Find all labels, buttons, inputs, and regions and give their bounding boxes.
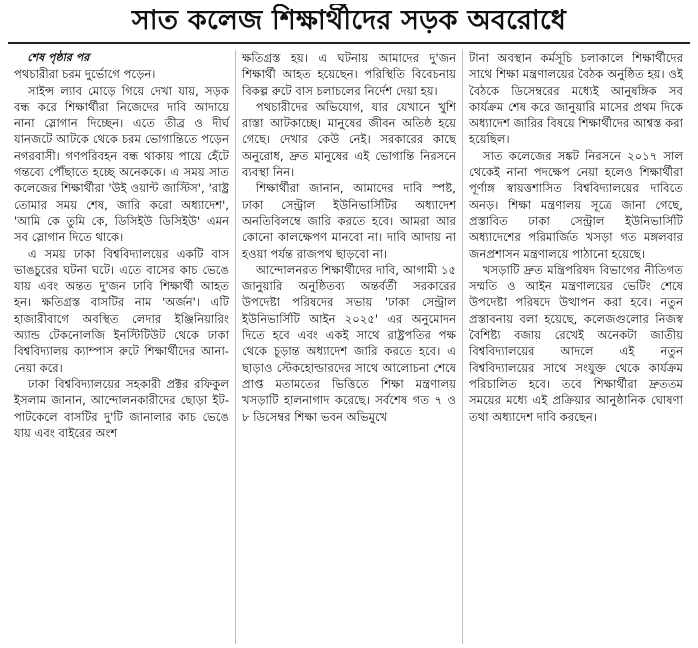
- column-1: [8, 50, 235, 644]
- paragraph: ঢাকা বিশ্ববিদ্যালয়ের সহকারী প্রক্টর রফিকুল ইসলাম জানান, আন্দোলনকারীদের ছোড়া ইট-পাটকেলে বাসটির দু'টি জানালার কাচ ভেঙে যায় এবং বাইরের অংশ: [14, 376, 229, 440]
- article-columns: [8, 50, 690, 644]
- column-2: [235, 50, 462, 644]
- paragraph: পথচারীদের অভিযোগ, যার যেখানে খুশি রাস্তা আটকাচ্ছে। মানুষের জীবন অতিষ্ঠ হয়ে গেছে। দেখার কেউ নেই। সরকারের কাছে অনুরোধ, দ্রুত মানুষের এই ভোগান্তি নিরসনে ব্যবস্থা নিন।: [242, 99, 456, 180]
- paragraph: পথচারীরা চরম দুর্ভোগে পড়েন।: [14, 67, 156, 82]
- paragraph: টানা অবস্থান কর্মসূচি চলাকালে শিক্ষার্থীদের সাথে শিক্ষা মন্ত্রণালয়ের বৈঠক অনুষ্ঠিত হয়। ওই বৈঠকে ডিসেম্বরের মধ্যেই আনুষঙ্গিক সব কার্যক্রম শেষ করে জানুয়ারি মাসের প্রথম দিকে অধ্যাদেশ জারির বিষয়ে শিক্ষার্থীদের আশ্বস্ত করা হয়েছিল।: [469, 51, 683, 147]
- paragraph: শিক্ষার্থীরা জানান, আমাদের দাবি স্পষ্ট, ঢাকা সেন্ট্রাল ইউনিভার্সিটির অধ্যাদেশ অনতিবিলম্বে জারি করতে হবে। আমরা আর কোনো কালক্ষেপণ মানবো না। দাবি আদায় না হওয়া পর্যন্ত রাজপথ ছাড়বো না।: [242, 181, 456, 261]
- paragraph: সাইন্স ল্যাব মোড়ে গিয়ে দেখা যায়, সড়ক বন্ধ করে শিক্ষার্থীরা নিজেদের দাবি আদায়ে নানা স্লোগান দিচ্ছেন। এতে তীব্র ও দীর্ঘ যানজটে আটকে থেকে চরম ভোগান্তিতে পড়েন নগরবাসী। গণপরিবহন বন্ধ থাকায় পায়ে হেঁটে গন্তব্যে পৌঁছাতে হচ্ছে অনেককে। এ সময় সাত কলেজের শিক্ষার্থীরা 'উই ওয়ান্ট জাস্টিস', 'রাষ্ট্র তোমার সময় শেষ, জারি করো অধ্যাদেশ', 'আমি কে তুমি কে, ডিসিইউ ডিসিইউ' এমন সব স্লোগান দিতে থাকে।: [14, 83, 229, 245]
- continued-from-label: শেষ পৃষ্ঠার পর: [27, 51, 90, 64]
- paragraph: এ সময় ঢাকা বিশ্ববিদ্যালয়ের একটি বাস ভাঙচুরের ঘটনা ঘটে। এতে বাসের কাচ ভেঙে যায় এবং অন্তত দু'জন ঢাবি শিক্ষার্থী আহত হন। ক্ষতিগ্রস্ত বাসটির নাম 'অর্জন'। এটি হাজারীবাগে অবস্থিত লেদার ইঞ্জিনিয়ারিং অ্যান্ড টেকনোলজি ইনস্টিটিউট থেকে ঢাকা বিশ্ববিদ্যালয় ক্যাম্পাস রুটে শিক্ষার্থীদের আনা-নেয়া করে।: [14, 246, 229, 375]
- paragraph: ক্ষতিগ্রস্ত হয়। এ ঘটনায় আমাদের দু'জন শিক্ষার্থী আহত হয়েছেন। পরিস্থিতি বিবেচনায় বিকল্প রুটে বাস চলাচলের নির্দেশ দেয়া হয়।: [242, 51, 456, 98]
- paragraph: সাত কলেজের সঙ্কট নিরসনে ২০১৭ সাল থেকেই নানা পদক্ষেপ নেয়া হলেও শিক্ষার্থীরা পূর্ণাঙ্গ স্বায়ত্তশাসিত বিশ্ববিদ্যালয়ের দাবিতে অনড়। শিক্ষা মন্ত্রণালয় সূত্রে জানা গেছে, প্রস্তাবিত ঢাকা সেন্ট্রাল ইউনিভার্সিটি অধ্যাদেশের পরিমার্জিত খসড়া গত মঙ্গলবার জনপ্রশাসন মন্ত্রণালয়ে পাঠানো হয়েছে।: [469, 148, 683, 261]
- headline: সাত কলেজ শিক্ষার্থীদের সড়ক অবরোধে: [8, 4, 690, 44]
- column-3: [462, 50, 689, 644]
- paragraph: খসড়াটি দ্রুত মন্ত্রিপরিষদ বিভাগের নীতিগত সম্মতি ও আইন মন্ত্রণালয়ের ভেটিং শেষে উপদেষ্টা পরিষদে উত্থাপন করা হবে। নতুন প্রস্তাবনায় বলা হয়েছে, কলেজগুলোর নিজস্ব বৈশিষ্ট্য বজায় রেখেই অনেকটা জাতীয় বিশ্ববিদ্যালয়ের আদলে এই নতুন বিশ্ববিদ্যালয়ের সাথে সংযুক্ত থেকে কার্যক্রম পরিচালিত হবে। তবে শিক্ষার্থীরা দ্রুততম সময়ের মধ্যে এই প্রক্রিয়ার আনুষ্ঠানিক ঘোষণা তথা অধ্যাদেশ দাবি করছেন।: [469, 262, 683, 424]
- paragraph: আন্দোলনরত শিক্ষার্থীদের দাবি, আগামী ১৫ জানুয়ারি অনুষ্ঠিতব্য অন্তর্বর্তী সরকারের উপদেষ্টা পরিষদের সভায় 'ঢাকা সেন্ট্রাল ইউনিভার্সিটি আইন ২০২৫' এর অনুমোদন দিতে হবে এবং একই সাথে রাষ্ট্রপতির পক্ষ থেকে চূড়ান্ত অধ্যাদেশ জারি করতে হবে। এ ছাড়াও স্টেকহোল্ডারদের সাথে আলোচনা শেষে প্রাপ্ত মতামতের ভিত্তিতে শিক্ষা মন্ত্রণালয় খসড়াটি হালনাগাদ করেছে। সর্বশেষ গত ৭ ও ৮ ডিসেম্বর শিক্ষা ভবন অভিমুখে: [242, 262, 456, 424]
